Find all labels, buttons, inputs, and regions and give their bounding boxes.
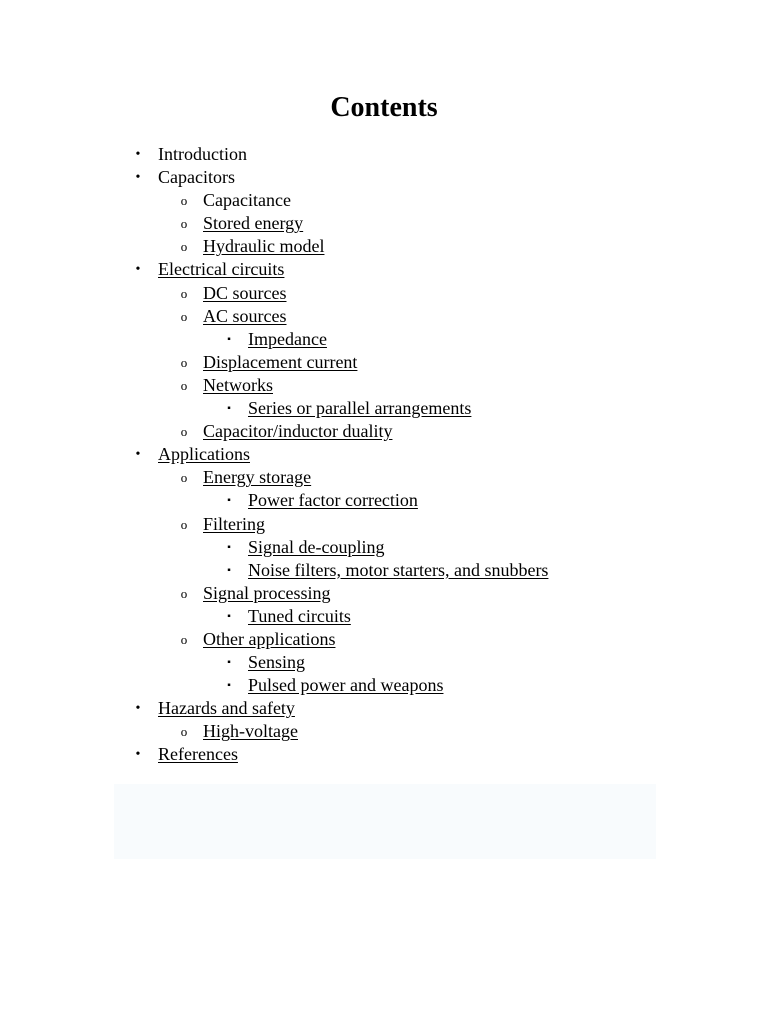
bullet-icon: o — [180, 724, 188, 740]
toc-label: Capacitance — [203, 190, 291, 211]
toc-link[interactable]: Power factor correction — [248, 490, 418, 511]
bullet-icon: ▪ — [227, 403, 231, 415]
toc-link[interactable]: Noise filters, motor starters, and snubbers — [248, 559, 549, 580]
toc-item — [0, 189, 768, 212]
toc-item[interactable] — [0, 258, 768, 281]
bullet-icon: o — [180, 354, 188, 370]
toc-link[interactable]: Series or parallel arrangements — [248, 398, 472, 419]
bullet-icon: o — [180, 631, 188, 647]
bullet-icon: o — [180, 193, 188, 209]
bullet-icon: ▪ — [227, 610, 231, 622]
toc-item[interactable] — [0, 351, 768, 374]
toc-link[interactable]: Signal de-coupling — [248, 536, 385, 557]
toc-item[interactable] — [0, 651, 768, 674]
toc-link[interactable]: High-voltage — [203, 721, 298, 742]
toc-item[interactable] — [0, 697, 768, 720]
toc-link[interactable]: Sensing — [248, 652, 306, 673]
toc-item[interactable] — [0, 513, 768, 536]
toc-item — [0, 166, 768, 189]
bullet-icon: o — [180, 308, 188, 324]
bullet-icon: o — [180, 516, 188, 532]
bullet-icon: ▪ — [227, 657, 231, 669]
toc-item[interactable] — [0, 743, 768, 766]
bullet-icon: • — [135, 170, 141, 186]
toc-link[interactable]: Pulsed power and weapons — [248, 675, 444, 696]
bullet-icon: ▪ — [227, 680, 231, 692]
toc-item[interactable] — [0, 305, 768, 328]
toc-link[interactable]: Displacement current — [203, 351, 358, 372]
table-of-contents — [0, 143, 768, 767]
toc-item[interactable] — [0, 582, 768, 605]
bullet-icon: o — [180, 585, 188, 601]
toc-label: Introduction — [158, 144, 247, 164]
toc-link[interactable]: Hydraulic model — [203, 236, 325, 257]
bullet-icon: • — [135, 701, 141, 717]
toc-link[interactable]: Tuned circuits — [248, 605, 351, 626]
bullet-icon: o — [180, 424, 188, 440]
toc-item[interactable] — [0, 282, 768, 305]
toc-link[interactable]: DC sources — [203, 282, 287, 303]
toc-link[interactable]: Impedance — [248, 328, 327, 349]
toc-link[interactable]: Capacitor/inductor duality — [203, 421, 393, 442]
toc-link[interactable]: Signal processing — [203, 582, 331, 603]
bullet-icon: ▪ — [227, 495, 231, 507]
toc-item[interactable] — [0, 559, 768, 582]
bullet-icon: o — [180, 239, 188, 255]
toc-link[interactable]: Energy storage — [203, 467, 312, 488]
toc-item[interactable] — [0, 397, 768, 420]
toc-item[interactable] — [0, 536, 768, 559]
toc-link[interactable]: Other applications — [203, 628, 336, 649]
toc-item[interactable] — [0, 720, 768, 743]
bullet-icon: ▪ — [227, 333, 231, 345]
bullet-icon: • — [135, 747, 141, 763]
bullet-icon: • — [135, 147, 141, 162]
toc-item[interactable] — [0, 489, 768, 512]
toc-item[interactable] — [0, 374, 768, 397]
bullet-icon: ▪ — [227, 564, 231, 576]
bullet-icon: ▪ — [227, 541, 231, 553]
bullet-icon: • — [135, 262, 141, 278]
toc-label: Capacitors — [158, 167, 235, 188]
toc-link[interactable]: Networks — [203, 374, 273, 395]
toc-item[interactable] — [0, 443, 768, 466]
toc-item[interactable] — [0, 235, 768, 258]
toc-link[interactable]: Stored energy — [203, 213, 304, 234]
toc-item[interactable] — [0, 328, 768, 351]
bullet-icon: • — [135, 447, 141, 463]
toc-item[interactable] — [0, 420, 768, 443]
bullet-icon: o — [180, 216, 188, 232]
bullet-icon: o — [180, 377, 188, 393]
toc-link[interactable]: Electrical circuits — [158, 259, 285, 280]
toc-item[interactable] — [0, 605, 768, 628]
toc-item[interactable] — [0, 628, 768, 651]
ad-banner — [114, 784, 656, 859]
toc-link[interactable]: Hazards and safety — [158, 698, 295, 719]
page-title: Contents — [330, 92, 438, 123]
toc-link[interactable]: Applications — [158, 444, 250, 465]
bullet-icon: o — [180, 285, 188, 301]
toc-item[interactable] — [0, 212, 768, 235]
toc-link[interactable]: References — [158, 744, 238, 765]
toc-link[interactable]: AC sources — [203, 305, 287, 326]
toc-item[interactable] — [0, 674, 768, 697]
toc-item[interactable] — [0, 466, 768, 489]
toc-link[interactable]: Filtering — [203, 513, 265, 534]
toc-item — [0, 143, 768, 166]
bullet-icon: o — [180, 470, 188, 486]
